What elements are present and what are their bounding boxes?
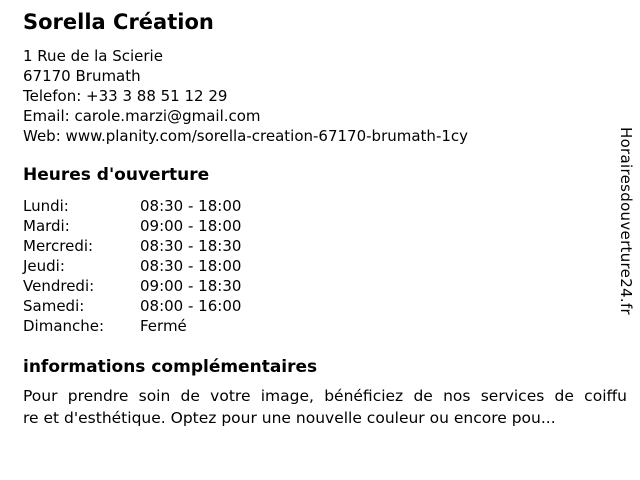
hours-row-sunday bbox=[23, 316, 627, 336]
hours-row-tuesday bbox=[23, 216, 627, 236]
hours-value: 08:00 - 16:00 bbox=[140, 297, 242, 315]
hours-value: 09:00 - 18:00 bbox=[140, 217, 242, 235]
address-line-2: 67170 Brumath bbox=[23, 67, 141, 85]
email-value: carole.marzi@gmail.com bbox=[74, 107, 261, 125]
day-label: Lundi: bbox=[23, 197, 69, 215]
hours-row-wednesday bbox=[23, 236, 627, 256]
info-text-line-2: re et d'esthétique. Optez pour une nouvelle couleur ou encore pou... bbox=[23, 409, 556, 427]
day-label: Mardi: bbox=[23, 217, 70, 235]
info-text-line-1: Pour prendre soin de votre image, bénéficiez de nos services de coiffu bbox=[23, 387, 627, 405]
phone-line bbox=[23, 86, 627, 106]
hours-value: Fermé bbox=[140, 317, 187, 335]
site-watermark-vertical-text: Horairesdouverture24.fr bbox=[617, 127, 635, 315]
hours-value: 08:30 - 18:00 bbox=[140, 257, 242, 275]
day-label: Dimanche: bbox=[23, 317, 105, 335]
hours-value: 08:30 - 18:00 bbox=[140, 197, 242, 215]
day-label: Vendredi: bbox=[23, 277, 95, 295]
hours-row-saturday bbox=[23, 296, 627, 316]
web-value: www.planity.com/sorella-creation-67170-brumath-1cy bbox=[65, 127, 469, 145]
day-label: Mercredi: bbox=[23, 237, 94, 255]
contact-block bbox=[23, 46, 627, 146]
additional-info-paragraph bbox=[23, 385, 627, 429]
hours-row-friday bbox=[23, 276, 627, 296]
web-line bbox=[23, 126, 627, 146]
email-line bbox=[23, 106, 627, 126]
opening-hours-heading: Heures d'ouverture bbox=[23, 165, 210, 185]
hours-row-monday bbox=[23, 196, 627, 216]
address-line-1: 1 Rue de la Scierie bbox=[23, 47, 163, 65]
hours-value: 08:30 - 18:30 bbox=[140, 237, 242, 255]
hours-value: 09:00 - 18:30 bbox=[140, 277, 242, 295]
day-label: Jeudi: bbox=[23, 257, 65, 275]
day-label: Samedi: bbox=[23, 297, 85, 315]
phone-label: Telefon: bbox=[23, 87, 82, 105]
email-label: Email: bbox=[23, 107, 70, 125]
opening-hours-table bbox=[23, 196, 627, 336]
phone-value: +33 3 88 51 12 29 bbox=[86, 87, 228, 105]
hours-row-thursday bbox=[23, 256, 627, 276]
business-name: Sorella Création bbox=[23, 10, 214, 34]
additional-info-heading: informations complémentaires bbox=[23, 357, 318, 377]
web-label: Web: bbox=[23, 127, 61, 145]
